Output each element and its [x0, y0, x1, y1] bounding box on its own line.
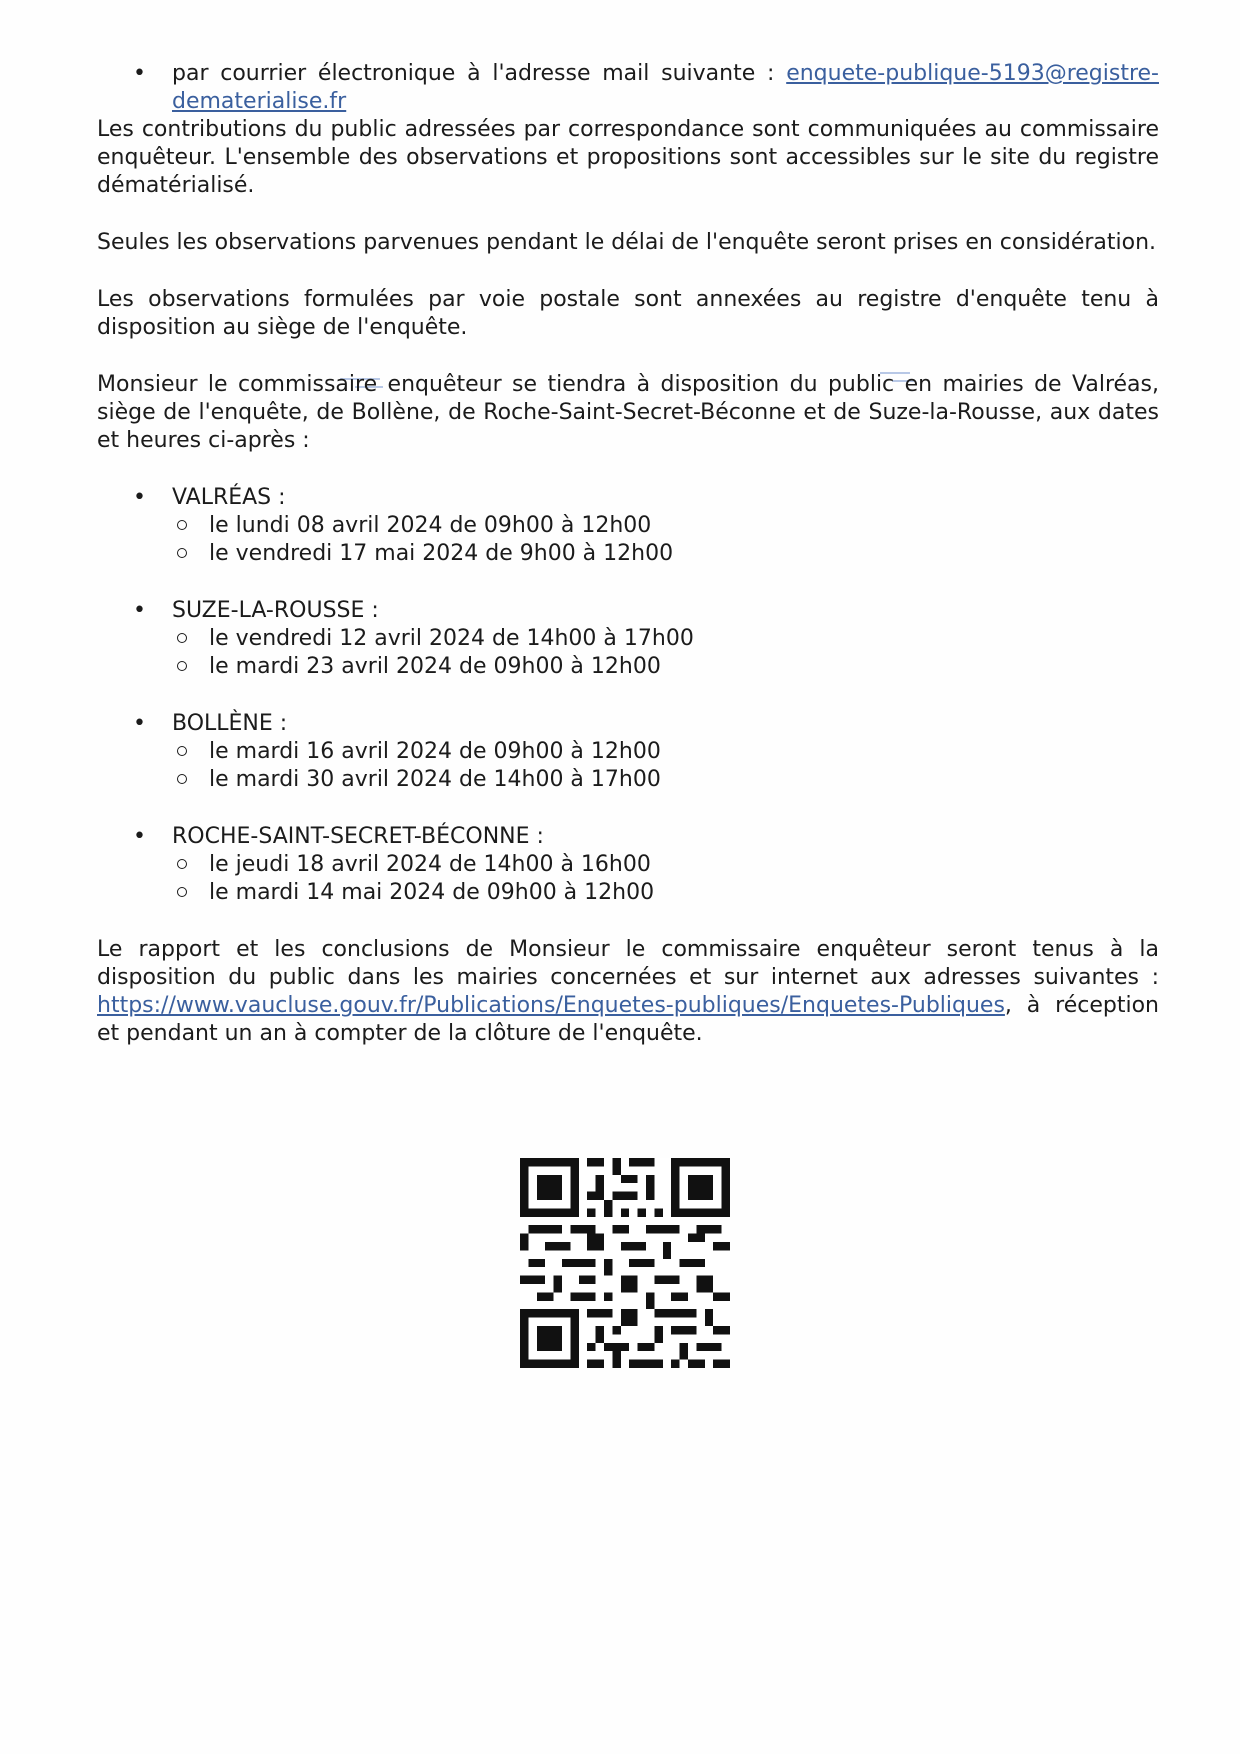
- circle-bullet-icon: [177, 859, 187, 869]
- paragraph-report-availability: [97, 936, 1159, 1048]
- schedule-town-suze-la-rousse: [97, 597, 1159, 681]
- report-text-end: , à réception et pendant un an à compter de la clôture de l'enquête.: [97, 993, 1159, 1046]
- date-item: [97, 625, 1159, 653]
- date-text: le mardi 30 avril 2024 de 14h00 à 17h00: [209, 767, 661, 792]
- town-name: ROCHE-SAINT-SECRET-BÉCONNE :: [172, 824, 544, 849]
- date-text: le mardi 23 avril 2024 de 09h00 à 12h00: [209, 654, 661, 679]
- date-list: [97, 738, 1159, 794]
- date-item: [97, 738, 1159, 766]
- circle-bullet-icon: [177, 746, 187, 756]
- date-text: le jeudi 18 avril 2024 de 14h00 à 16h00: [209, 852, 651, 877]
- date-item: [97, 766, 1159, 794]
- town-name: SUZE-LA-ROUSSE :: [172, 598, 379, 623]
- date-item: [97, 540, 1159, 568]
- email-intro-text: par courrier électronique à l'adresse mail suivante :: [172, 61, 787, 86]
- town-name: VALRÉAS :: [172, 485, 286, 510]
- date-item: [97, 512, 1159, 540]
- bullet-icon: •: [133, 61, 146, 86]
- vaucluse-url-link[interactable]: https://www.vaucluse.gouv.fr/Publications/Enquetes-publiques/Enquetes-Publiques: [97, 993, 1005, 1018]
- circle-bullet-icon: [177, 661, 187, 671]
- date-text: le vendredi 12 avril 2024 de 14h00 à 17h00: [209, 626, 694, 651]
- contact-list: [97, 60, 1159, 116]
- circle-bullet-icon: [177, 774, 187, 784]
- date-list: [97, 512, 1159, 568]
- date-list: [97, 625, 1159, 681]
- bullet-icon: •: [133, 711, 146, 736]
- date-text: le vendredi 17 mai 2024 de 9h00 à 12h00: [209, 541, 674, 566]
- circle-bullet-icon: [177, 633, 187, 643]
- paragraph-commissioner-availability: Monsieur le commissaire enquêteur se tiendra à disposition du public en mairies de Valréas, siège de l'enquête, de Bollène, de Roche-Saint-Secret-Béconne et de Suze-la-Rousse, aux dates et heures ci-après :: [97, 372, 1159, 453]
- paragraph-postal-observations: Les observations formulées par voie postale sont annexées au registre d'enquête tenu à disposition au siège de l'enquête.: [97, 287, 1159, 340]
- qr-code-icon: [520, 1158, 730, 1368]
- circle-bullet-icon: [177, 887, 187, 897]
- bullet-icon: •: [133, 598, 146, 623]
- bullet-icon: •: [133, 824, 146, 849]
- schedule-town-roche-saint-secret-beconne: [97, 823, 1159, 907]
- circle-bullet-icon: [177, 548, 187, 558]
- schedule-town-valreas: [97, 484, 1159, 568]
- date-list: [97, 851, 1159, 907]
- email-link[interactable]: enquete-publique-5193@registre-dematerialise.fr: [172, 61, 1159, 114]
- date-text: le mardi 14 mai 2024 de 09h00 à 12h00: [209, 880, 655, 905]
- list-item: [97, 60, 1159, 116]
- bullet-icon: •: [133, 485, 146, 510]
- report-text: Le rapport et les conclusions de Monsieur le commissaire enquêteur seront tenus à la disposition du public dans les mairies concernées et sur internet aux adresses suivantes :: [97, 937, 1159, 990]
- date-text: le lundi 08 avril 2024 de 09h00 à 12h00: [209, 513, 652, 538]
- date-item: [97, 879, 1159, 907]
- schedule-list: [97, 484, 1159, 907]
- document-body: [97, 60, 1159, 1077]
- date-item: [97, 653, 1159, 681]
- date-text: le mardi 16 avril 2024 de 09h00 à 12h00: [209, 739, 661, 764]
- date-item: [97, 851, 1159, 879]
- schedule-town-bollene: [97, 710, 1159, 794]
- paragraph-observations-delay: Seules les observations parvenues pendant le délai de l'enquête seront prises en considération.: [97, 230, 1157, 255]
- circle-bullet-icon: [177, 520, 187, 530]
- paragraph-contributions: Les contributions du public adressées par correspondance sont communiquées au commissaire enquêteur. L'ensemble des observations et propositions sont accessibles sur le site du registre dématérialisé.: [97, 117, 1159, 198]
- town-name: BOLLÈNE :: [172, 711, 288, 736]
